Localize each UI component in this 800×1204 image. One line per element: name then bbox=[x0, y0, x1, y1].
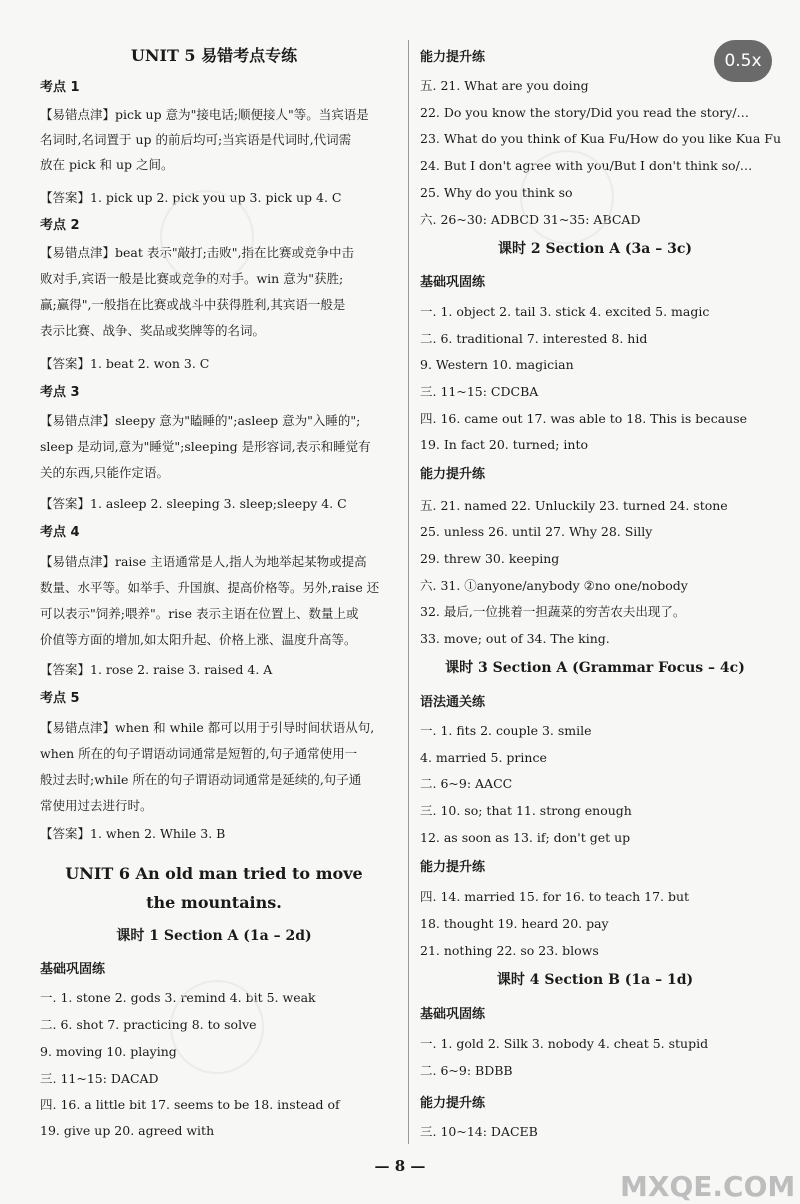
watermark-stamp-icon bbox=[160, 190, 254, 284]
text-line: 一. 1. fits 2. couple 3. smile bbox=[420, 723, 592, 738]
text-line: 19. give up 20. agreed with bbox=[40, 1123, 215, 1138]
section-heading: 课时 4 Section B (1a – 1d) bbox=[496, 972, 694, 988]
text-line: 23. What do you think of Kua Fu/How do you like Kua Fu bbox=[420, 131, 781, 146]
text-line: 名词时,名词置于 up 的前后均可;当宾语是代词时,代词需 bbox=[40, 132, 352, 147]
subheading: 基础巩固练 bbox=[420, 275, 486, 290]
text-line: 【易错点津】pick up 意为"接电话;顺便接人"等。当宾语是 bbox=[40, 107, 369, 122]
subheading: 语法通关练 bbox=[420, 695, 486, 710]
text-line: 关的东西,只能作定语。 bbox=[40, 465, 169, 480]
page-number: — 8 — bbox=[374, 1157, 426, 1175]
text-line: 【答案】1. when 2. While 3. B bbox=[40, 826, 226, 841]
text-line: 【易错点津】beat 表示"敲打;击败",指在比赛或竞争中击 bbox=[40, 245, 355, 260]
subheading: 能力提升练 bbox=[420, 467, 486, 482]
text-line: 18. thought 19. heard 20. pay bbox=[420, 916, 609, 931]
text-line: 33. move; out of 34. The king. bbox=[420, 631, 610, 646]
text-line: 【易错点津】when 和 while 都可以用于引导时间状语从句, bbox=[40, 720, 375, 735]
column-divider bbox=[408, 40, 409, 1144]
text-line: 表示比赛、战争、奖品或奖牌等的名词。 bbox=[40, 323, 266, 338]
text-line: 25. unless 26. until 27. Why 28. Silly bbox=[420, 524, 653, 539]
text-line: 常使用过去进行时。 bbox=[40, 798, 153, 813]
subheading: 考点 4 bbox=[40, 525, 80, 540]
section-heading: 课时 1 Section A (1a – 2d) bbox=[116, 928, 312, 944]
text-line: 二. 6. traditional 7. interested 8. hid bbox=[420, 331, 648, 346]
text-line: 三. 11~15: CDCBA bbox=[420, 384, 539, 399]
text-line: 放在 pick 和 up 之间。 bbox=[40, 157, 174, 172]
text-line: 一. 1. stone 2. gods 3. remind 4. bit 5. weak bbox=[40, 990, 316, 1005]
watermark-stamp-icon bbox=[170, 980, 264, 1074]
text-line: 二. 6~9: AACC bbox=[420, 776, 513, 791]
text-line: 21. nothing 22. so 23. blows bbox=[420, 943, 599, 958]
subheading: 考点 3 bbox=[40, 385, 80, 400]
text-line: 12. as soon as 13. if; don't get up bbox=[420, 830, 631, 845]
text-line: 22. Do you know the story/Did you read the story/… bbox=[420, 105, 750, 120]
section-heading: UNIT 5 易错考点专练 bbox=[130, 46, 298, 65]
section-heading: UNIT 6 An old man tried to move bbox=[65, 864, 363, 883]
section-heading: 课时 3 Section A (Grammar Focus – 4c) bbox=[445, 660, 745, 676]
text-line: 9. Western 10. magician bbox=[420, 357, 574, 372]
text-line: 四. 16. a little bit 17. seems to be 18. instead of bbox=[40, 1097, 340, 1112]
section-heading: the mountains. bbox=[146, 893, 282, 912]
text-line: 三. 10~14: DACEB bbox=[420, 1124, 538, 1139]
text-line: 24. But I don't agree with you/But I don't think so/… bbox=[420, 158, 753, 173]
watermark-stamp-icon bbox=[520, 150, 614, 244]
text-line: 六. 26~30: ADBCD 31~35: ABCAD bbox=[420, 212, 641, 227]
text-line: 可以表示"饲养;喂养"。rise 表示主语在位置上、数量上或 bbox=[40, 606, 359, 621]
zoom-level-button[interactable]: 0.5x bbox=[714, 40, 772, 82]
text-line: 五. 21. named 22. Unluckily 23. turned 24. stone bbox=[420, 498, 728, 513]
subheading: 能力提升练 bbox=[420, 50, 486, 65]
subheading: 考点 5 bbox=[40, 691, 80, 706]
text-line: 29. threw 30. keeping bbox=[420, 551, 560, 566]
text-line: 三. 11~15: DACAD bbox=[40, 1071, 159, 1086]
text-line: 25. Why do you think so bbox=[420, 185, 573, 200]
text-line: 五. 21. What are you doing bbox=[420, 78, 589, 93]
text-line: 9. moving 10. playing bbox=[40, 1044, 177, 1059]
text-line: 32. 最后,一位挑着一担蔬菜的穷苦农夫出现了。 bbox=[420, 604, 686, 619]
text-line: 二. 6. shot 7. practicing 8. to solve bbox=[40, 1017, 257, 1032]
text-line: 【答案】1. asleep 2. sleeping 3. sleep;sleepy 4. C bbox=[40, 496, 347, 511]
subheading: 能力提升练 bbox=[420, 860, 486, 875]
subheading: 能力提升练 bbox=[420, 1096, 486, 1111]
text-line: 4. married 5. prince bbox=[420, 750, 547, 765]
text-line: sleep 是动词,意为"睡觉";sleeping 是形容词,表示和睡觉有 bbox=[40, 439, 371, 454]
text-line: 【答案】1. pick up 2. pick you up 3. pick up 4. C bbox=[40, 190, 342, 205]
subheading: 考点 2 bbox=[40, 218, 80, 233]
text-line: 价值等方面的增加,如太阳升起、价格上涨、温度升高等。 bbox=[40, 632, 357, 647]
text-line: 般过去时;while 所在的句子谓语动词通常是延续的,句子通 bbox=[40, 772, 362, 787]
text-line: 一. 1. gold 2. Silk 3. nobody 4. cheat 5. stupid bbox=[420, 1036, 709, 1051]
text-line: 败对手,宾语一般是比赛或竞争的对手。win 意为"获胜; bbox=[40, 271, 344, 286]
subheading: 考点 1 bbox=[40, 80, 80, 95]
subheading: 基础巩固练 bbox=[40, 962, 106, 977]
text-line: 【答案】1. beat 2. won 3. C bbox=[40, 356, 210, 371]
text-line: 【易错点津】raise 主语通常是人,指人为地举起某物或提高 bbox=[40, 554, 367, 569]
section-heading: 课时 2 Section A (3a – 3c) bbox=[497, 241, 693, 257]
text-line: 六. 31. ①anyone/anybody ②no one/nobody bbox=[420, 578, 688, 593]
text-line: 【答案】1. rose 2. raise 3. raised 4. A bbox=[40, 662, 273, 677]
text-line: 赢;赢得",一般指在比赛或战斗中获得胜利,其宾语一般是 bbox=[40, 297, 346, 312]
text-line: 19. In fact 20. turned; into bbox=[420, 437, 589, 452]
text-line: 【易错点津】sleepy 意为"瞌睡的";asleep 意为"入睡的"; bbox=[40, 413, 361, 428]
text-line: 四. 16. came out 17. was able to 18. This is because bbox=[420, 411, 748, 426]
text-line: 四. 14. married 15. for 16. to teach 17. but bbox=[420, 889, 690, 904]
watermark-text: MXQE.COM bbox=[620, 1170, 796, 1203]
text-line: 三. 10. so; that 11. strong enough bbox=[420, 803, 632, 818]
text-line: 数量、水平等。如举手、升国旗、提高价格等。另外,raise 还 bbox=[40, 580, 380, 595]
text-line: 二. 6~9: BDBB bbox=[420, 1063, 513, 1078]
text-line: 一. 1. object 2. tail 3. stick 4. excited 5. magic bbox=[420, 304, 710, 319]
subheading: 基础巩固练 bbox=[420, 1007, 486, 1022]
text-line: when 所在的句子谓语动词通常是短暂的,句子通常使用一 bbox=[40, 746, 358, 761]
